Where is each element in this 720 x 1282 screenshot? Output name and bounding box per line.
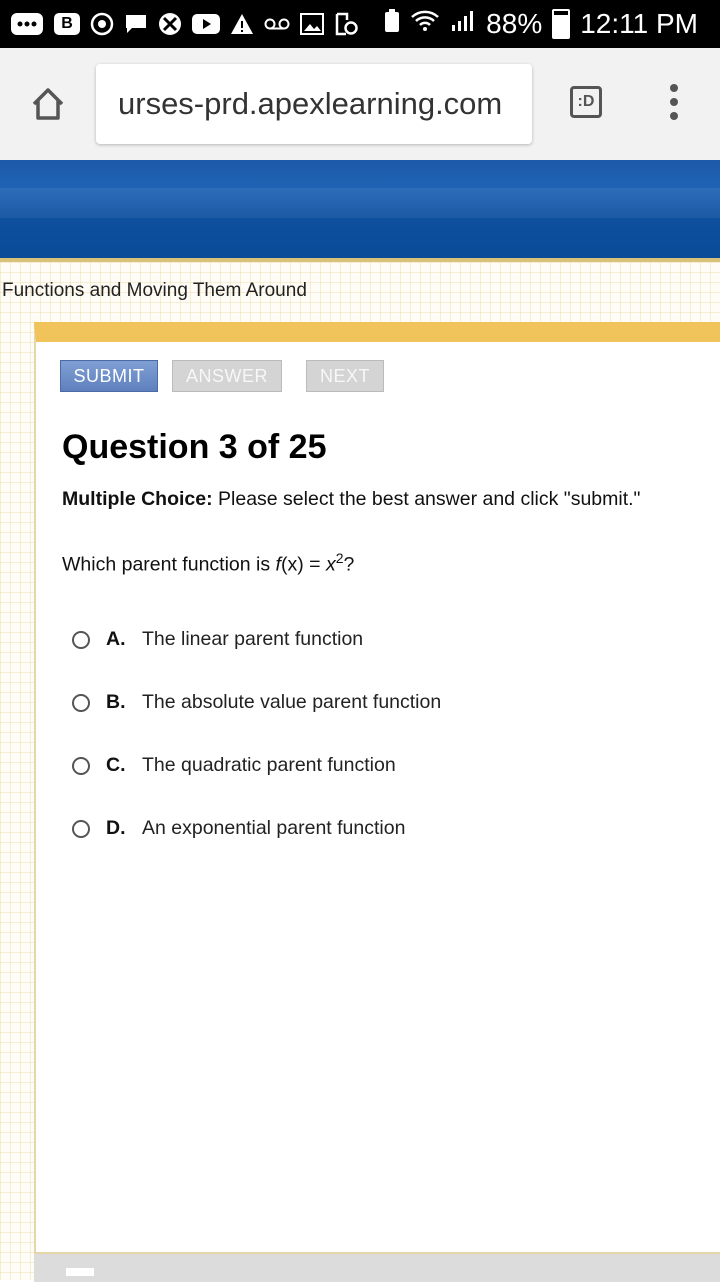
browser-toolbar [0,48,720,161]
prompt-equals: = [303,553,326,576]
clock: 12:11 PM [580,8,698,39]
b-app-icon: B [54,0,80,48]
course-title: Functions and Moving Them Around [2,280,307,301]
action-toolbar [60,360,398,392]
wifi-icon [410,8,440,40]
message-icon [124,0,148,48]
tab-switcher-button[interactable]: :D [570,86,602,118]
battery-saver-icon [384,8,400,40]
instructions-text: Please select the best answer and click "submit." [212,488,641,510]
page-content [0,262,720,1280]
prompt-exponent: 2 [335,550,344,566]
battery-percent: 88% [486,8,543,39]
radio-button[interactable] [72,820,90,838]
prompt-function-name: f [275,553,281,576]
radio-button[interactable] [72,757,90,775]
radio-button[interactable] [72,631,90,649]
option-letter: D. [106,817,126,839]
question-prompt [62,550,354,577]
question-type-label: Multiple Choice: [62,488,213,510]
answer-option-b[interactable] [72,671,441,734]
url-text: urses-prd.apexlearning.com [118,86,503,121]
bottom-tab-handle[interactable] [66,1268,94,1276]
xbox-icon [158,0,182,48]
site-header-banner [0,160,720,262]
chrome-icon [90,0,114,48]
question-heading: Question 3 of 25 [62,428,327,466]
home-icon[interactable] [28,84,68,124]
prompt-argument: (x) [280,553,304,576]
url-bar[interactable] [96,64,532,144]
answer-option-d[interactable] [72,797,441,860]
question-instructions [62,488,640,511]
option-letter: C. [106,754,126,776]
bottom-bar [34,1252,720,1282]
option-letter: A. [106,628,126,650]
option-text: The linear parent function [142,628,364,650]
warning-icon [230,0,254,48]
youtube-icon [192,0,220,48]
option-text: The quadratic parent function [142,754,396,776]
signal-icon [450,8,476,40]
submit-button[interactable]: SUBMIT [60,360,158,392]
prompt-suffix: ? [343,553,355,576]
next-button[interactable]: NEXT [306,360,384,392]
radio-button[interactable] [72,694,90,712]
answer-option-c[interactable] [72,734,441,797]
option-letter: B. [106,691,126,713]
battery-icon [552,9,570,39]
answer-option-a[interactable] [72,608,441,671]
option-text: The absolute value parent function [142,691,442,713]
image-icon [300,0,324,48]
voicemail-icon [264,0,290,48]
overflow-menu-icon[interactable] [664,82,684,126]
option-text: An exponential parent function [142,817,406,839]
answer-options [72,608,441,860]
prompt-variable: x [325,553,336,576]
status-bar [0,0,720,48]
question-card [34,322,720,1262]
prompt-prefix: Which parent function is [62,553,276,576]
screenshot-icon [334,0,358,48]
answer-button[interactable]: ANSWER [172,360,282,392]
more-icon [10,0,44,48]
